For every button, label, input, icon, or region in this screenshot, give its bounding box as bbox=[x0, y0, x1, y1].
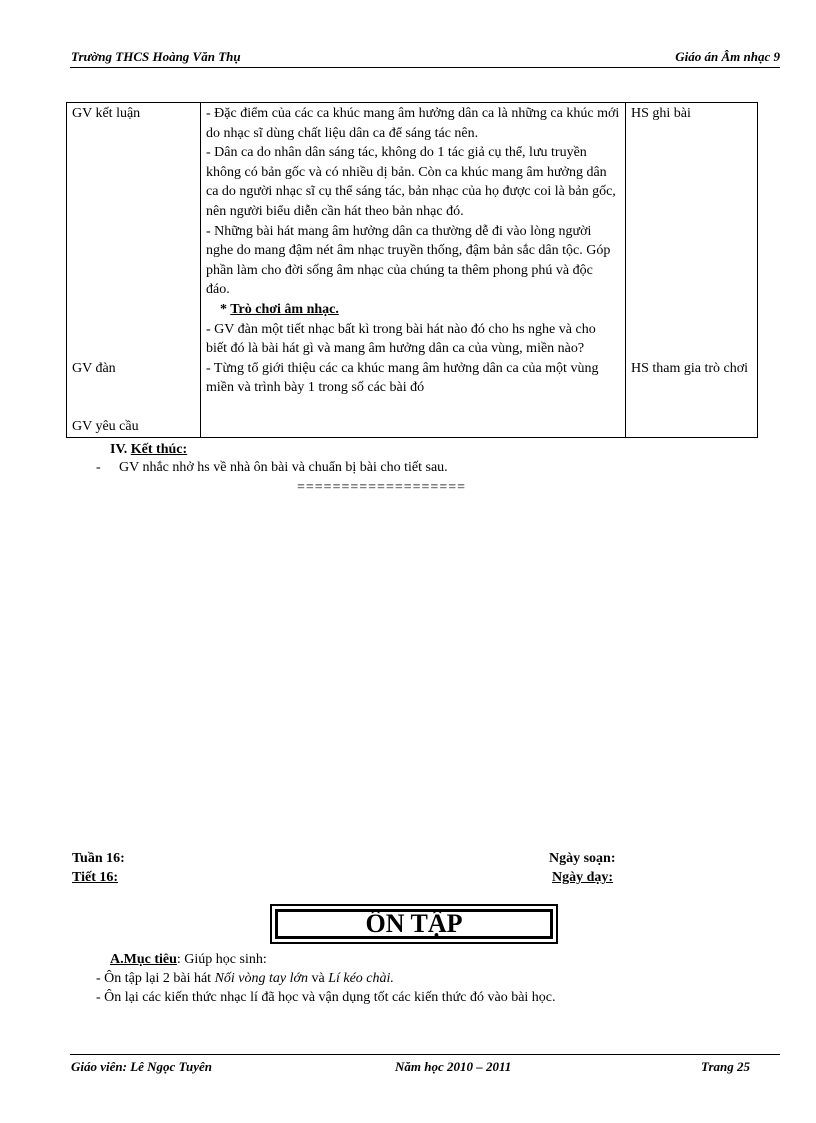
objective-label: A.Mục tiêu bbox=[110, 952, 177, 967]
objective-item-1 bbox=[96, 970, 394, 987]
teacher-activity: GV đàn bbox=[72, 360, 116, 376]
song-title-1: Nối vòng tay lớn bbox=[214, 971, 308, 986]
song-title-2: Lí kéo chài. bbox=[328, 971, 394, 986]
student-activity: HS ghi bài bbox=[631, 106, 691, 121]
footer-year: Năm học 2010 – 2011 bbox=[395, 1059, 512, 1074]
student-activity-cell bbox=[626, 103, 758, 438]
game-heading-text: Trò chơi âm nhạc. bbox=[230, 301, 339, 317]
content-paragraph: - GV đàn một tiết nhạc bất kì trong bài hát nào đó cho hs nghe và cho biết đó là bài hát gì và mang âm hưởng dân ca của vùng, miền nào? bbox=[206, 321, 596, 357]
content-paragraph: - Dân ca do nhân dân sáng tác, không do 1 tác giả cụ thể, lưu truyền không có bản gốc và có nhiều dị bản. Còn ca khúc mang âm hưởng dân ca do người nhạc sĩ cụ thể sáng tác, bản nhạc của họ được coi là bản gốc, nên người biểu diễn cần hát theo bản nhạc đó. bbox=[206, 145, 616, 219]
week-label: Tuần 16: bbox=[72, 851, 125, 866]
lesson-title-box bbox=[270, 904, 558, 944]
game-heading bbox=[206, 300, 620, 320]
footer-rule bbox=[70, 1054, 780, 1055]
objective-item-1-prefix: - Ôn tập lại 2 bài hát bbox=[96, 971, 215, 986]
teach-date-label: Ngày dạy: bbox=[552, 870, 614, 885]
lesson-title: ÔN TẬP bbox=[275, 909, 553, 939]
ending-numeral: IV. bbox=[110, 442, 131, 457]
lesson-table bbox=[66, 102, 758, 438]
ending-heading bbox=[110, 441, 187, 458]
student-activity: HS tham gia trò chơi bbox=[631, 360, 749, 376]
header-school: Trường THCS Hoàng Văn Thụ bbox=[71, 49, 241, 64]
footer-page: Trang 25 bbox=[701, 1059, 750, 1074]
objective-item-1-and: và bbox=[307, 971, 329, 986]
teacher-activity-cell bbox=[67, 103, 201, 438]
ending-bullet-dash: - bbox=[96, 460, 101, 475]
prep-date-label: Ngày soạn: bbox=[549, 851, 616, 866]
teacher-activity: GV yêu cầu bbox=[72, 419, 139, 435]
ending-bullet: GV nhắc nhở hs về nhà ôn bài và chuẩn bị bài cho tiết sau. bbox=[119, 460, 448, 475]
table-row bbox=[67, 103, 758, 438]
section-separator: =================== bbox=[297, 480, 467, 495]
header-rule bbox=[70, 67, 780, 68]
objective-line bbox=[110, 951, 267, 968]
content-paragraph: - Đặc điểm của các ca khúc mang âm hưởng dân ca là những ca khúc mới do nhạc sĩ dùng chất liệu dân ca để sáng tác nên. bbox=[206, 106, 620, 141]
content-paragraph: - Những bài hát mang âm hưởng dân ca thường dễ đi vào lòng người nghe do mang đậm nét âm nhạc truyền thống, đậm bản sắc dân tộc. Góp phần làm cho đời sống âm nhạc của chúng ta thêm phong phú và độc đáo. bbox=[206, 223, 611, 298]
objective-item-2: - Ôn lại các kiến thức nhạc lí đã học và vận dụng tốt các kiến thức đó vào bài học. bbox=[96, 990, 556, 1005]
content-cell bbox=[201, 103, 626, 438]
period-label: Tiết 16: bbox=[72, 870, 119, 885]
header-subject: Giáo án Âm nhạc 9 bbox=[675, 49, 780, 64]
ending-title: Kết thúc: bbox=[130, 442, 188, 457]
content-paragraph: - Từng tổ giới thiệu các ca khúc mang âm hưởng dân ca của một vùng miền và trình bày 1 trong số các bài đó bbox=[206, 360, 599, 396]
objective-text: : Giúp học sinh: bbox=[176, 952, 267, 967]
footer-teacher: Giáo viên: Lê Ngọc Tuyên bbox=[71, 1059, 213, 1074]
game-heading-prefix: * bbox=[220, 301, 231, 317]
teacher-activity: GV kết luận bbox=[72, 106, 141, 121]
